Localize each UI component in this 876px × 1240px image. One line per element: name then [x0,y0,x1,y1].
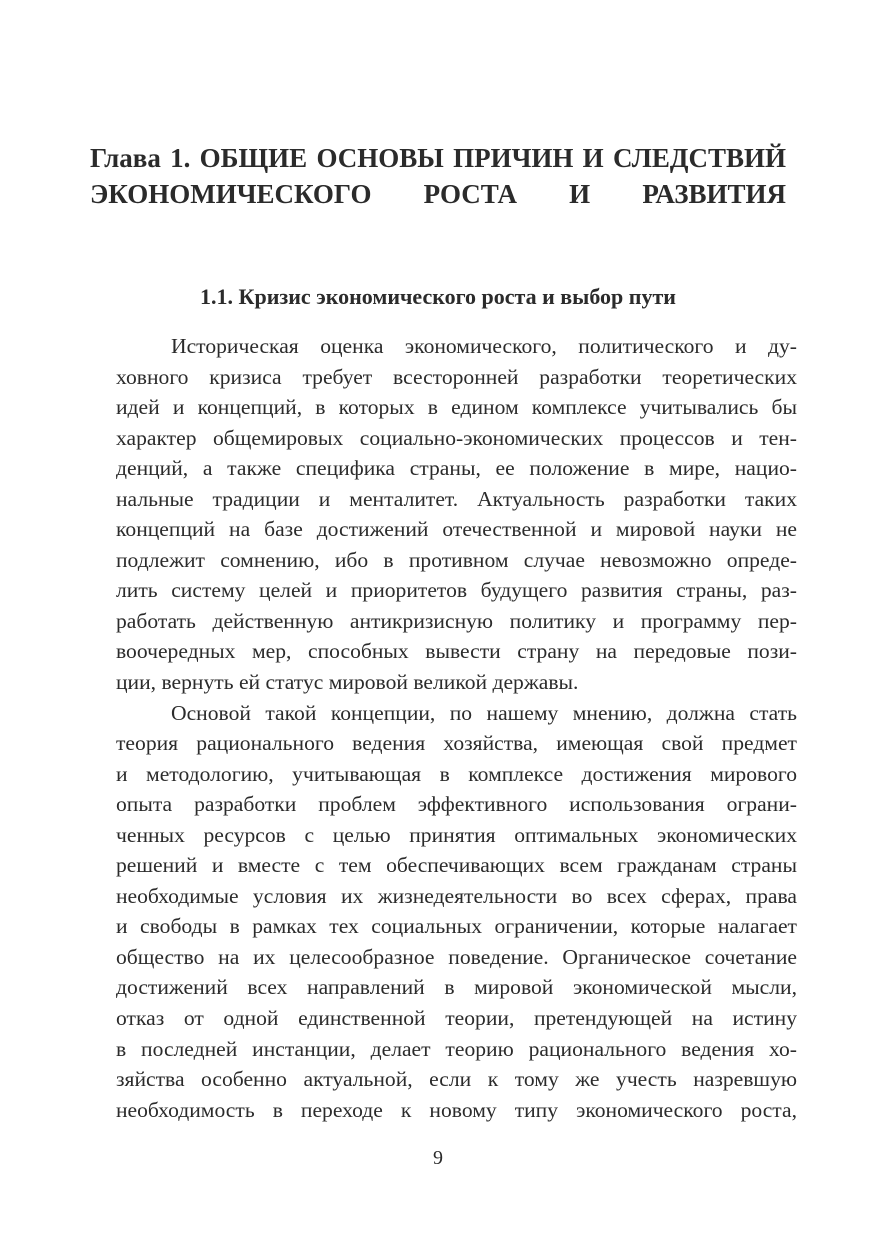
text-line: Основой такой концепции, по нашему мнению, должна стать [171,700,797,725]
text-line: ховного кризиса требует всесторонней разработки теоретических [116,364,797,389]
page-number: 9 [433,1147,443,1169]
text-line: необходимость в переходе к новому типу экономического роста, [116,1097,797,1122]
text-line: Историческая оценка экономического, политического и ду- [171,334,797,358]
text-line: общество на их целесообразное поведение. Органическое сочетание [116,944,797,969]
body-text [116,331,797,1125]
text-line: отказ от одной единственной теории, претендующей на истину [116,1006,797,1031]
text-line: ции, вернуть ей статус мировой великой державы. [116,670,579,695]
text-line: ченных ресурсов с целью принятия оптимальных экономических [116,822,797,847]
chapter-title-line: ЭКОНОМИЧЕСКОГО РОСТА И РАЗВИТИЯ [90,179,786,209]
text-line: опыта разработки проблем эффективного использования ограни- [116,792,797,817]
text-line: зяйства особенно актуальной, если к тому же учесть назревшую [116,1067,797,1092]
text-line: достижений всех направлений в мировой экономической мысли, [116,975,797,1000]
text-line: работать действенную антикризисную политику и программу пер- [116,608,797,633]
text-line: характер общемировых социально-экономических процессов и тен- [116,425,797,450]
chapter-title [90,140,786,212]
text-line: необходимые условия их жизнедеятельности во всех сферах, права [116,883,797,908]
text-line: концепций на базе достижений отечественной и мировой науки не [116,517,797,542]
text-line: воочередных мер, способных вывести страну на передовые пози- [116,639,797,664]
text-line: и свободы в рамках тех социальных ограничении, которые налагает [116,914,797,939]
section-title: 1.1. Кризис экономического роста и выбор пути [200,284,676,309]
text-line: и методологию, учитывающая в комплексе достижения мирового [116,761,797,786]
text-line: денций, а также специфика страны, ее положение в мире, нацио- [116,456,797,481]
text-line: лить систему целей и приоритетов будущего развития страны, раз- [116,578,797,603]
paragraph [116,698,797,1126]
text-line: нальные традиции и менталитет. Актуальность разработки таких [116,486,797,511]
text-line: теория рационального ведения хозяйства, имеющая свой предмет [116,731,797,756]
chapter-title-line: Глава 1. ОБЩИЕ ОСНОВЫ ПРИЧИН И СЛЕДСТВИЙ [90,143,786,173]
text-line: подлежит сомнению, ибо в противном случае невозможно опреде- [116,547,797,572]
paragraph [116,331,797,698]
text-line: решений и вместе с тем обеспечивающих всем гражданам страны [116,853,797,878]
text-line: в последней инстанции, делает теорию рационального ведения хо- [116,1036,797,1061]
text-line: идей и концепций, в которых в едином комплексе учитывались бы [116,395,797,420]
